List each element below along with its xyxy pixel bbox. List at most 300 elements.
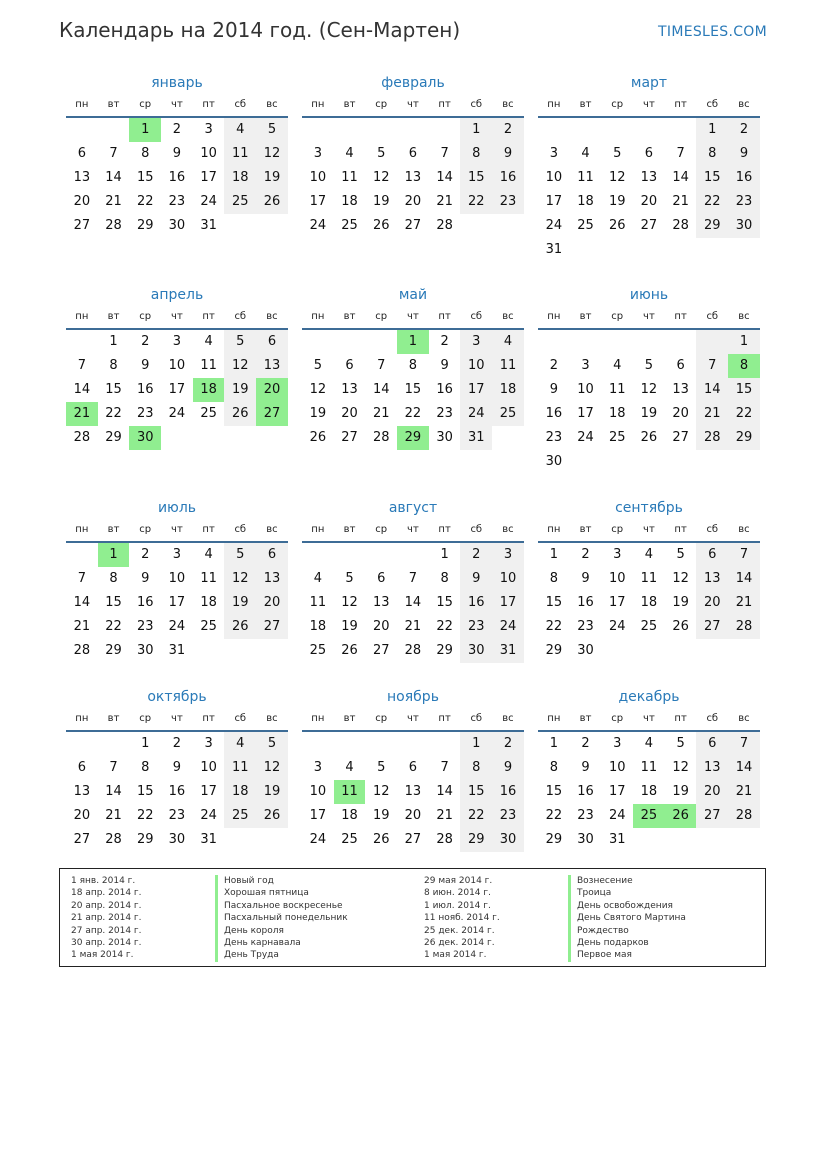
empty-cell [302, 543, 334, 567]
day-cell: 16 [136, 595, 154, 610]
day-cell: 2 [172, 736, 182, 751]
day-cell: 21 [372, 406, 390, 421]
day-cell: 12 [256, 756, 288, 780]
weekday-label: чт [643, 524, 655, 535]
month-name: декабрь [618, 689, 680, 705]
day-cell: 25 [577, 218, 594, 233]
day-cell: 26 [341, 643, 358, 658]
legend-entry: Хорошая пятница [215, 887, 348, 899]
month-name: февраль [381, 75, 445, 91]
weekday-label: вт [343, 99, 356, 110]
day-cell: 14 [73, 382, 91, 397]
day-cell: 22 [105, 619, 122, 634]
day-cell: 15 [545, 595, 563, 610]
day-cell: 8 [460, 142, 492, 166]
weekday-label: ср [611, 524, 624, 535]
day-cell: 25 [492, 402, 524, 426]
weekday-label: ср [611, 99, 624, 110]
empty-cell [66, 732, 98, 756]
day-cell: 20 [404, 194, 422, 209]
empty-cell [302, 118, 334, 142]
weekday-label: вс [502, 99, 514, 110]
day-grid [66, 732, 288, 852]
day-cell: 17 [168, 382, 186, 397]
day-grid [66, 330, 288, 450]
day-cell: 14 [696, 378, 728, 402]
day-cell: 11 [224, 756, 256, 780]
weekday-label: пт [438, 311, 451, 322]
day-cell: 4 [644, 547, 654, 562]
month-3 [538, 72, 760, 284]
day-grid [66, 118, 288, 238]
day-cell: 4 [613, 358, 622, 373]
day-cell: 17 [200, 170, 217, 185]
legend-dates-right [424, 875, 500, 962]
weekday-label: ср [139, 524, 152, 535]
day-cell: 13 [640, 170, 658, 185]
weekday-header [302, 94, 524, 118]
weekday-label: вт [107, 311, 120, 322]
day-cell: 21 [672, 194, 689, 209]
day-cell: 8 [109, 571, 118, 586]
day-cell: 18 [309, 619, 327, 634]
day-cell: 31 [200, 832, 217, 847]
day-cell: 19 [256, 780, 288, 804]
day-cell: 10 [545, 170, 563, 185]
day-cell: 29 [545, 643, 563, 658]
day-cell: 7 [728, 543, 760, 567]
day-cell: 23 [577, 808, 594, 823]
weekday-label: пн [311, 99, 325, 110]
day-cell: 16 [577, 595, 594, 610]
weekday-label: пн [311, 311, 325, 322]
day-cell: 4 [224, 732, 256, 756]
empty-cell [66, 330, 98, 354]
weekday-label: пн [547, 311, 561, 322]
day-cell: 24 [200, 808, 217, 823]
day-cell: 22 [728, 402, 760, 426]
legend-entry: Вознесение [568, 875, 686, 887]
day-cell: 11 [224, 142, 256, 166]
month-9 [538, 497, 760, 686]
legend-entry: День подарков [568, 937, 686, 949]
day-cell: 29 [105, 643, 122, 658]
day-cell: 28 [372, 430, 390, 445]
day-cell: 18 [341, 194, 358, 209]
weekday-label: сб [234, 524, 247, 535]
day-cell: 19 [224, 591, 256, 615]
weekday-label: пт [202, 311, 215, 322]
day-cell: 27 [672, 430, 689, 445]
day-cell: 21 [105, 194, 122, 209]
day-cell: 1 [696, 118, 728, 142]
empty-cell [601, 118, 633, 142]
day-cell: 17 [577, 406, 594, 421]
day-cell: 4 [581, 146, 590, 161]
day-grid [302, 118, 524, 238]
legend-entry: Троица [568, 887, 686, 899]
day-cell: 23 [492, 804, 524, 828]
day-cell: 2 [581, 736, 590, 751]
day-cell: 3 [204, 122, 213, 137]
holiday-day: 11 [334, 780, 366, 804]
day-cell: 14 [728, 756, 760, 780]
day-cell: 24 [608, 619, 626, 634]
day-cell: 8 [408, 358, 418, 373]
day-cell: 4 [644, 736, 654, 751]
day-cell: 13 [73, 170, 91, 185]
month-name: август [388, 500, 438, 516]
day-cell: 18 [224, 780, 256, 804]
day-cell: 31 [168, 643, 186, 658]
day-cell: 13 [404, 170, 422, 185]
day-cell: 18 [492, 378, 524, 402]
weekday-label: вс [502, 524, 514, 535]
day-cell: 25 [224, 804, 256, 828]
day-cell: 5 [676, 736, 685, 751]
day-cell: 30 [168, 832, 186, 847]
weekday-label: чт [407, 524, 419, 535]
day-cell: 26 [224, 615, 256, 639]
day-cell: 7 [109, 146, 118, 161]
holiday-day: 30 [129, 426, 161, 450]
weekday-label: пн [75, 99, 89, 110]
day-cell: 7 [377, 358, 386, 373]
day-cell: 28 [404, 643, 422, 658]
weekday-label: ср [375, 99, 388, 110]
day-cell: 9 [492, 756, 524, 780]
day-cell: 10 [309, 170, 327, 185]
legend-entry: День карнавала [215, 937, 348, 949]
day-cell: 17 [309, 194, 327, 209]
day-cell: 12 [224, 354, 256, 378]
day-cell: 27 [696, 804, 728, 828]
weekday-label: чт [407, 311, 419, 322]
weekday-label: пт [438, 524, 451, 535]
legend-entry: 20 апр. 2014 г. [71, 900, 142, 911]
weekday-label: вс [502, 311, 514, 322]
day-cell: 26 [256, 190, 288, 214]
month-name: январь [151, 75, 203, 91]
day-cell: 16 [168, 170, 186, 185]
day-cell: 11 [200, 571, 217, 586]
day-cell: 24 [460, 402, 492, 426]
day-cell: 25 [608, 430, 626, 445]
day-cell: 20 [73, 194, 91, 209]
weekday-label: ср [139, 713, 152, 724]
day-cell: 28 [105, 218, 122, 233]
day-cell: 1 [109, 334, 118, 349]
month-name: сентябрь [615, 500, 683, 516]
legend-entry: День освобождения [568, 900, 686, 912]
empty-cell [397, 732, 429, 756]
day-cell: 12 [372, 170, 390, 185]
day-cell: 24 [168, 619, 186, 634]
day-cell: 16 [168, 784, 186, 799]
day-cell: 28 [436, 218, 453, 233]
day-cell: 10 [168, 571, 186, 586]
day-cell: 13 [372, 595, 390, 610]
day-cell: 15 [460, 166, 492, 190]
day-cell: 3 [172, 547, 182, 562]
day-cell: 12 [672, 760, 689, 775]
day-cell: 29 [728, 426, 760, 450]
day-cell: 17 [200, 784, 217, 799]
day-cell: 9 [141, 571, 150, 586]
weekday-label: вс [266, 99, 278, 110]
day-grid [66, 543, 288, 663]
day-cell: 12 [372, 784, 390, 799]
weekday-label: вт [579, 99, 592, 110]
day-cell: 28 [728, 804, 760, 828]
day-cell: 6 [345, 358, 354, 373]
day-cell: 22 [105, 406, 122, 421]
day-cell: 28 [105, 832, 122, 847]
day-cell: 5 [256, 732, 288, 756]
day-cell: 27 [73, 832, 91, 847]
day-cell: 13 [73, 784, 91, 799]
weekday-header [538, 708, 760, 732]
weekday-label: сб [470, 524, 483, 535]
day-cell: 10 [492, 567, 524, 591]
empty-cell [570, 330, 602, 354]
day-cell: 3 [204, 736, 213, 751]
empty-cell [397, 118, 429, 142]
day-cell: 9 [581, 571, 590, 586]
day-cell: 23 [577, 619, 594, 634]
day-cell: 9 [581, 760, 590, 775]
day-cell: 4 [345, 146, 354, 161]
day-cell: 6 [696, 543, 728, 567]
weekday-header [538, 519, 760, 543]
day-cell: 4 [224, 118, 256, 142]
day-cell: 23 [436, 406, 453, 421]
day-cell: 22 [545, 808, 563, 823]
holiday-day: 25 [633, 804, 665, 828]
holiday-day: 1 [397, 330, 429, 354]
day-cell: 30 [168, 218, 186, 233]
weekday-label: чт [407, 99, 419, 110]
day-cell: 15 [728, 378, 760, 402]
day-cell: 21 [436, 808, 453, 823]
day-cell: 29 [136, 832, 154, 847]
day-cell: 12 [224, 567, 256, 591]
day-cell: 5 [613, 146, 622, 161]
site-link[interactable]: TIMESLES.COM [658, 24, 767, 40]
weekday-header [302, 306, 524, 330]
holiday-day: 1 [129, 118, 161, 142]
day-cell: 9 [141, 358, 150, 373]
weekday-label: вс [738, 311, 750, 322]
month-name: ноябрь [387, 689, 439, 705]
day-cell: 27 [404, 218, 422, 233]
legend-entry: Рождество [568, 925, 686, 937]
day-cell: 2 [460, 543, 492, 567]
day-cell: 30 [728, 214, 760, 238]
weekday-label: пт [674, 311, 687, 322]
day-cell: 19 [372, 194, 390, 209]
day-cell: 12 [640, 382, 658, 397]
day-cell: 30 [136, 643, 154, 658]
empty-cell [365, 330, 397, 354]
weekday-label: вт [579, 524, 592, 535]
day-cell: 31 [200, 218, 217, 233]
day-cell: 23 [136, 406, 154, 421]
day-cell: 4 [492, 330, 524, 354]
day-cell: 15 [696, 166, 728, 190]
day-cell: 24 [168, 406, 186, 421]
day-cell: 2 [440, 334, 449, 349]
weekday-label: пн [547, 99, 561, 110]
day-cell: 24 [545, 218, 563, 233]
day-cell: 22 [545, 619, 563, 634]
day-cell: 28 [728, 615, 760, 639]
day-cell: 5 [256, 118, 288, 142]
day-cell: 31 [492, 639, 524, 663]
day-cell: 3 [313, 760, 322, 775]
day-cell: 25 [640, 619, 658, 634]
weekday-label: чт [643, 713, 655, 724]
day-cell: 5 [224, 543, 256, 567]
day-cell: 2 [172, 122, 182, 137]
day-cell: 6 [408, 760, 418, 775]
weekday-header [66, 94, 288, 118]
weekday-label: вт [343, 713, 356, 724]
day-cell: 19 [372, 808, 390, 823]
weekday-label: вс [738, 713, 750, 724]
day-cell: 25 [200, 406, 217, 421]
day-cell: 25 [341, 218, 358, 233]
day-cell: 17 [309, 808, 327, 823]
weekday-label: сб [234, 713, 247, 724]
day-cell: 27 [372, 643, 390, 658]
day-cell: 2 [492, 118, 524, 142]
legend-entry: 11 нояб. 2014 г. [424, 913, 500, 924]
weekday-label: чт [407, 713, 419, 724]
day-cell: 11 [640, 760, 658, 775]
day-cell: 24 [492, 615, 524, 639]
day-cell: 16 [436, 382, 453, 397]
day-cell: 29 [105, 430, 122, 445]
month-2 [302, 72, 524, 284]
empty-cell [570, 118, 602, 142]
day-cell: 1 [440, 547, 449, 562]
day-cell: 29 [696, 214, 728, 238]
legend-entry: День Святого Мартина [568, 912, 686, 924]
day-cell: 6 [377, 571, 386, 586]
day-cell: 2 [581, 547, 590, 562]
day-grid [538, 330, 760, 474]
day-cell: 2 [141, 547, 150, 562]
day-cell: 27 [696, 615, 728, 639]
weekday-label: вт [343, 524, 356, 535]
day-cell: 25 [224, 190, 256, 214]
weekday-label: чт [643, 311, 655, 322]
day-cell: 17 [460, 378, 492, 402]
day-cell: 2 [492, 732, 524, 756]
weekday-label: вт [107, 713, 120, 724]
empty-cell [334, 543, 366, 567]
day-cell: 11 [640, 571, 658, 586]
day-cell: 26 [608, 218, 626, 233]
day-cell: 2 [549, 358, 558, 373]
day-cell: 8 [696, 142, 728, 166]
legend-entry: Пасхальное воскресенье [215, 900, 348, 912]
day-cell: 3 [460, 330, 492, 354]
day-cell: 11 [577, 170, 594, 185]
day-cell: 1 [549, 736, 558, 751]
day-cell: 3 [581, 358, 590, 373]
day-cell: 10 [200, 760, 217, 775]
day-cell: 21 [105, 808, 122, 823]
day-cell: 11 [200, 358, 217, 373]
day-cell: 21 [728, 780, 760, 804]
legend-entry: 1 мая 2014 г. [71, 950, 134, 961]
day-cell: 22 [136, 194, 154, 209]
empty-cell [365, 118, 397, 142]
weekday-label: пт [674, 524, 687, 535]
day-cell: 15 [404, 382, 422, 397]
months-grid [66, 72, 760, 876]
day-cell: 10 [460, 354, 492, 378]
day-cell: 10 [309, 784, 327, 799]
legend-entry: 27 апр. 2014 г. [71, 925, 142, 936]
weekday-label: вс [266, 311, 278, 322]
empty-cell [334, 732, 366, 756]
day-cell: 24 [309, 832, 327, 847]
day-cell: 2 [728, 118, 760, 142]
weekday-label: сб [706, 311, 719, 322]
day-cell: 19 [341, 619, 358, 634]
day-cell: 26 [224, 402, 256, 426]
weekday-label: ср [139, 99, 152, 110]
day-cell: 25 [341, 832, 358, 847]
empty-cell [302, 330, 334, 354]
day-cell: 8 [109, 358, 118, 373]
weekday-label: пн [75, 713, 89, 724]
day-cell: 5 [377, 760, 386, 775]
day-cell: 26 [640, 430, 658, 445]
day-cell: 14 [404, 595, 422, 610]
weekday-label: сб [470, 713, 483, 724]
day-cell: 21 [73, 619, 91, 634]
legend-entry: 18 апр. 2014 г. [71, 888, 142, 899]
day-cell: 26 [309, 430, 327, 445]
holiday-day: 21 [66, 402, 98, 426]
empty-cell [633, 118, 665, 142]
day-cell: 1 [460, 118, 492, 142]
holiday-day: 20 [256, 378, 288, 402]
weekday-label: пн [311, 524, 325, 535]
empty-cell [429, 118, 461, 142]
day-cell: 27 [341, 430, 358, 445]
day-cell: 14 [105, 170, 122, 185]
day-cell: 20 [73, 808, 91, 823]
empty-cell [665, 118, 697, 142]
legend-entry: 25 дек. 2014 г. [424, 925, 495, 936]
weekday-label: пт [438, 99, 451, 110]
day-cell: 18 [608, 406, 626, 421]
day-cell: 1 [728, 330, 760, 354]
month-6 [538, 284, 760, 497]
day-cell: 19 [309, 406, 327, 421]
day-cell: 9 [440, 358, 449, 373]
weekday-label: сб [470, 311, 483, 322]
day-cell: 14 [672, 170, 689, 185]
day-cell: 30 [492, 828, 524, 852]
day-cell: 14 [436, 784, 453, 799]
day-cell: 19 [672, 595, 689, 610]
